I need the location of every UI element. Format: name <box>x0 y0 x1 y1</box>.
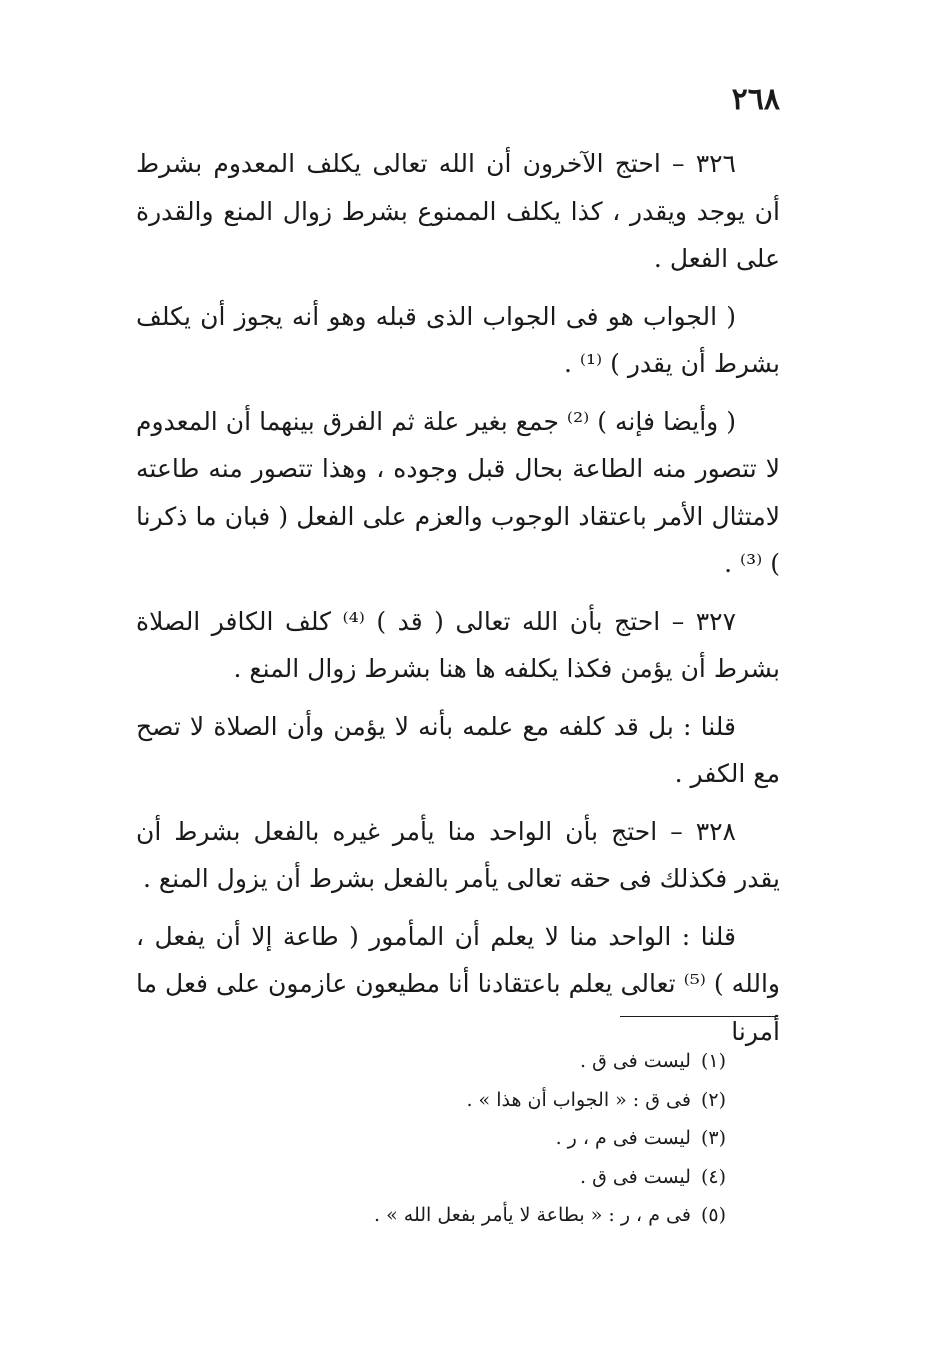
footnote-2 <box>300 1081 726 1120</box>
footnote-text: ليست فى ق . <box>579 1050 691 1072</box>
footnote-text: فى ق : « الجواب أن هذا » . <box>466 1088 691 1111</box>
paragraph-reply-328: قلنا : الواحد منا لا يعلم أن المأمور ( طاعة إلا أن يفعل ، والله ) ⁽⁵⁾ تعالى يعلم باعتقادنا أنا مطيعون عازمون على فعل ما أمرنا <box>136 921 780 1046</box>
footnote-number: (٣) <box>700 1127 726 1149</box>
page-number: ٢٦٨ <box>731 82 780 117</box>
footnote-text: ليست فى م ، ر . <box>555 1127 691 1149</box>
paragraph-327: ٣٢٧ – احتج بأن الله تعالى ( قد ) ⁽⁴⁾ كلف الكافر الصلاة بشرط أن يؤمن فكذا يكلفه ها هنا بشرط زوال المنع . <box>136 606 780 683</box>
footnote-4 <box>300 1158 726 1197</box>
footnotes <box>300 1042 726 1235</box>
footnote-text: فى م ، ر : « بطاعة لا يأمر بفعل الله » . <box>374 1204 691 1226</box>
footnote-divider <box>620 1016 778 1017</box>
footnote-5 <box>300 1196 726 1235</box>
footnote-text: ليست فى ق . <box>579 1165 691 1188</box>
body-text <box>136 140 780 1065</box>
paragraph-328: ٣٢٨ – احتج بأن الواحد منا يأمر غيره بالفعل بشرط أن يقدر فكذلك فى حقه تعالى يأمر بالفعل بشرط أن يزول المنع . <box>136 816 780 893</box>
footnote-number: (١) <box>700 1050 726 1072</box>
paragraph-reply-327: قلنا : بل قد كلفه مع علمه بأنه لا يؤمن وأن الصلاة لا تصح مع الكفر . <box>136 711 780 788</box>
paragraph-answer: ( الجواب هو فى الجواب الذى قبله وهو أنه يجوز أن يكلف بشرط أن يقدر ) ⁽¹⁾ . <box>136 301 780 378</box>
footnote-1 <box>300 1042 726 1081</box>
paragraph-also: ( وأيضا فإنه ) ⁽²⁾ جمع بغير علة ثم الفرق بينهما أن المعدوم لا تتصور منه الطاعة بحال قبل وجوده ، وهذا تتصور منه طاعته لامتثال الأمر باعتقاد الوجوب والعزم على الفعل ( فبان ما ذكرنا ) ⁽³⁾ . <box>136 406 780 578</box>
footnote-number: (٢) <box>700 1088 726 1111</box>
footnote-number: (٤) <box>700 1165 726 1188</box>
footnote-number: (٥) <box>700 1204 726 1226</box>
footnote-3 <box>300 1119 726 1158</box>
paragraph-326: ٣٢٦ – احتج الآخرون أن الله تعالى يكلف المعدوم بشرط أن يوجد ويقدر ، كذا يكلف الممنوع بشرط زوال المنع والقدرة على الفعل . <box>136 149 780 273</box>
